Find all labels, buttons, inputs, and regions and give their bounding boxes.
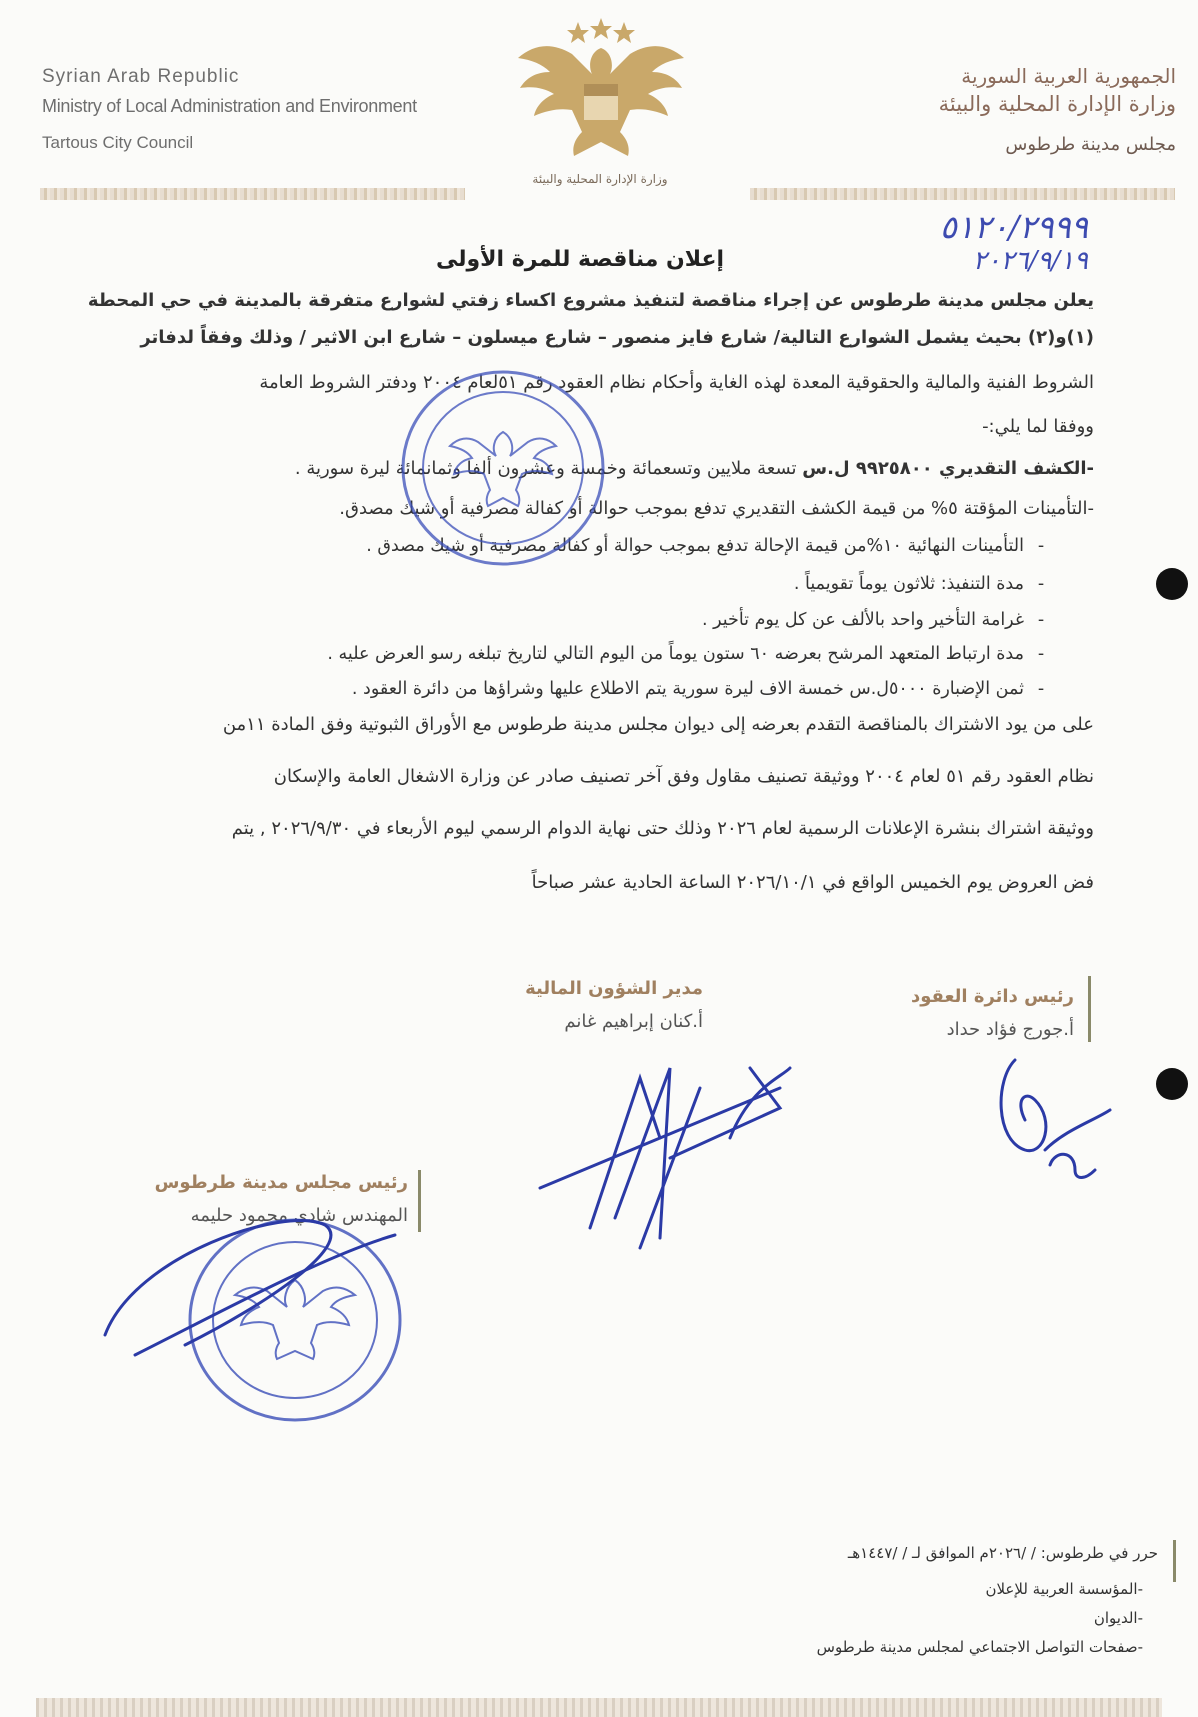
bullet-item: -ثمن الإضبارة ٥٠٠٠ل.س خمسة الاف ليرة سورية يتم الاطلاع عليها وشراؤها من دائرة العقود . — [351, 679, 1045, 699]
finance-name: أ.كنان إبراهيم غانم — [564, 1011, 703, 1032]
body-p1-line4: ووفقا لما يلي:- — [982, 416, 1094, 437]
bullet-text: ثمن الإضبارة ٥٠٠٠ل.س خمسة الاف ليرة سورية يتم الاطلاع عليها وشراؤها من دائرة العقود . — [351, 679, 1024, 699]
estimate-label: -الكشف التقديري ٩٩٢٥٨٠٠ ل.س — [802, 458, 1094, 479]
handwritten-reference — [940, 208, 1088, 276]
finance-title: مدير الشؤون المالية — [525, 978, 703, 999]
finance-signature-icon — [520, 1048, 820, 1258]
temp-insurance: -التأمينات المؤقتة ٥% من قيمة الكشف التقديري تدفع بموجب حوالة أو كفالة مصرفية أو شيك مصدق. — [339, 498, 1094, 519]
bullet-text: التأمينات النهائية ١٠%من قيمة الإحالة تدفع بموجب حوالة أو كفالة مصرفية أو شيك مصدق . — [366, 536, 1024, 556]
header-divider-left — [40, 188, 465, 200]
signature-divider — [418, 1170, 421, 1232]
council-stamp-icon — [95, 1195, 415, 1435]
bullet-text: غرامة التأخير واحد بالألف عن كل يوم تأخير . — [701, 610, 1024, 630]
president-name: المهندس شادي محمود حليمه — [190, 1205, 408, 1226]
header-en-ministry: Ministry of Local Administration and Environment — [42, 96, 417, 116]
bullet-text: مدة التنفيذ: ثلاثون يوماً تقويمياً . — [793, 574, 1024, 594]
header-divider-right — [750, 188, 1175, 200]
signature-block-contracts — [911, 986, 1074, 1040]
body-p2-line4: فض العروض يوم الخميس الواقع في ٢٠٢٦/١٠/١ الساعة الحادية عشر صباحاً — [531, 872, 1094, 893]
bullet-item: -غرامة التأخير واحد بالألف عن كل يوم تأخير . — [701, 610, 1045, 630]
contracts-name: أ.جورج فؤاد حداد — [946, 1019, 1074, 1040]
body-p2-line3: ووثيقة اشتراك بنشرة الإعلانات الرسمية لعام ٢٠٢٦ وذلك حتى نهاية الدوام الرسمي ليوم الأربعاء في ٢٠٢٦/٩/٣٠ , يتم — [231, 818, 1094, 839]
header-en-country: Syrian Arab Republic — [42, 66, 240, 87]
binder-hole — [1156, 568, 1188, 600]
document-title: إعلان مناقصة للمرة الأولى — [435, 247, 725, 272]
recipient-item: -الديوان — [1093, 1609, 1143, 1627]
president-title: رئيس مجلس مدينة طرطوس — [154, 1172, 408, 1193]
contracts-signature-icon — [985, 1040, 1125, 1200]
header-ar-country: الجمهورية العربية السورية — [961, 64, 1176, 88]
header-english — [42, 66, 417, 153]
body-p1-line1: يعلن مجلس مدينة طرطوس عن إجراء مناقصة لتنفيذ مشروع اكساء زفتي لشوارع متفرقة بالمدينة في حي المحطة — [87, 290, 1094, 311]
header-en-council: Tartous City Council — [42, 133, 194, 152]
body-p1-line2: (١)و(٢) بحيث يشمل الشوارع التالية/ شارع فايز منصور – شارع ميسلون – شارع ابن الاثير / وذلك وفقاً لدفاتر — [140, 327, 1094, 348]
binder-hole — [1156, 1068, 1188, 1100]
header-ar-ministry: وزارة الإدارة المحلية والبيئة — [938, 92, 1176, 116]
estimate-words: تسعة ملايين وتسعمائة وخمسة وعشرون ألفا وثمانمائة ليرة سورية . — [294, 458, 797, 479]
bullet-item: -التأمينات النهائية ١٠%من قيمة الإحالة تدفع بموجب حوالة أو كفالة مصرفية أو شيك مصدق . — [366, 536, 1045, 556]
header-ar-council: مجلس مدينة طرطوس — [1005, 134, 1176, 155]
issued-line: حرر في طرطوس: / /٢٠٢٦م الموافق لـ / /١٤٤٧هـ — [847, 1544, 1158, 1562]
body-p2-line1: على من يود الاشتراك بالمناقصة التقدم بعرضه إلى ديوان مجلس مدينة طرطوس مع الأوراق الثبوتية وفق المادة ١١من — [222, 714, 1094, 735]
signature-block-finance — [525, 978, 703, 1032]
body-p1-line3: الشروط الفنية والمالية والحقوقية المعدة لهذه الغاية وأحكام نظام العقود رقم ٥١لعام ٢٠٠٤ ودفتر الشروط العامة — [259, 372, 1094, 393]
eagle-emblem-icon — [512, 14, 690, 162]
footer-divider — [1173, 1540, 1176, 1582]
recipient-item: -صفحات التواصل الاجتماعي لمجلس مدينة طرطوس — [816, 1638, 1143, 1656]
footer-decorative-band — [36, 1698, 1162, 1717]
body-p2-line2: نظام العقود رقم ٥١ لعام ٢٠٠٤ ووثيقة تصنيف مقاول وفق آخر تصنيف صادر عن وزارة الاشغال العامة والإسكان — [273, 766, 1094, 787]
bullet-item: -مدة ارتباط المتعهد المرشح بعرضه ٦٠ ستون يوماً من اليوم التالي لتاريخ تبلغه رسو العرض عليه . — [327, 644, 1045, 664]
header-arabic — [939, 64, 1176, 155]
bullet-text: مدة ارتباط المتعهد المرشح بعرضه ٦٠ ستون يوماً من اليوم التالي لتاريخ تبلغه رسو العرض عليه . — [327, 644, 1024, 664]
recipient-item: -المؤسسة العربية للإعلان — [985, 1580, 1143, 1598]
handwritten-ref-number: ٥١٢٠/٢٩٩٩ — [939, 208, 1088, 246]
handwritten-ref-date: ٢٠٢٦/٩/١٩ — [972, 246, 1088, 276]
emblem-caption: وزارة الإدارة المحلية والبيئة — [532, 172, 668, 186]
contracts-title: رئيس دائرة العقود — [910, 986, 1074, 1007]
signature-divider — [1088, 976, 1091, 1042]
official-stamp-icon — [398, 368, 608, 568]
bullet-item: -مدة التنفيذ: ثلاثون يوماً تقويمياً . — [793, 574, 1045, 594]
